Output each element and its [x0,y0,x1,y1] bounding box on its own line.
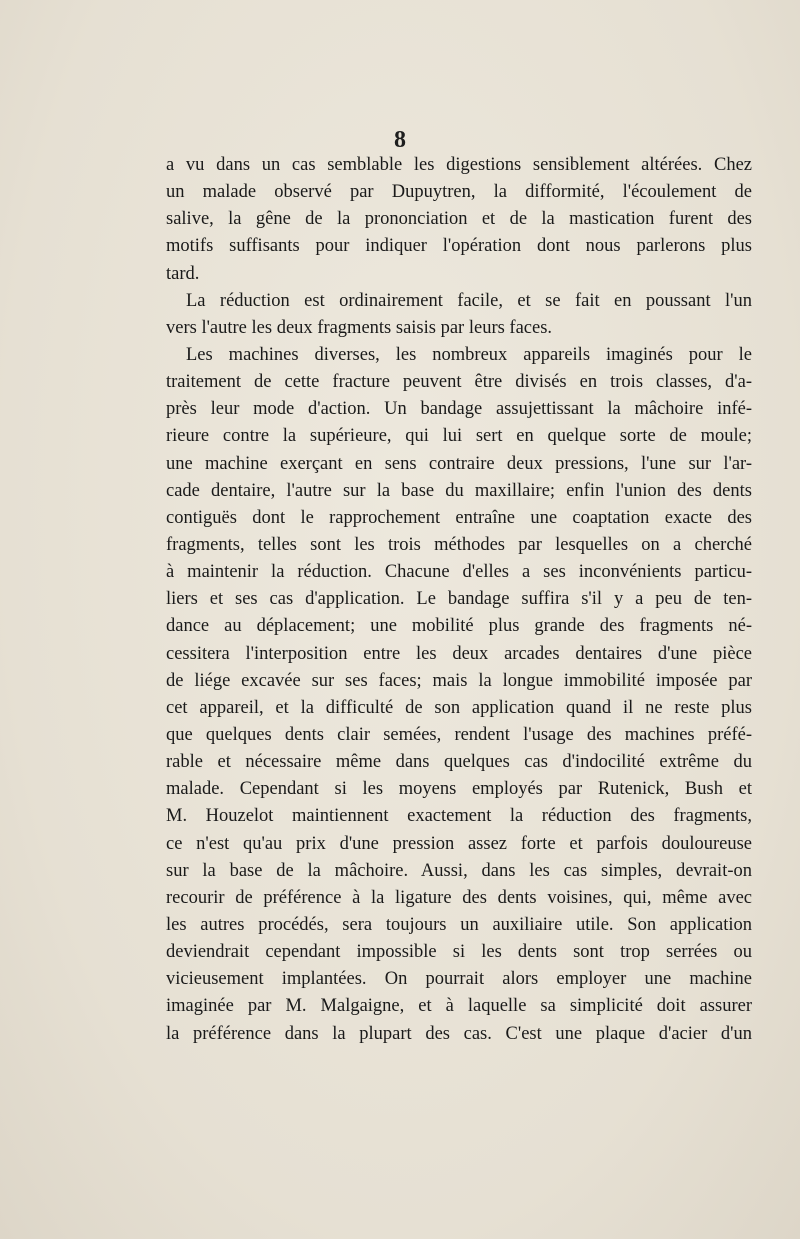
text-line: tard. [166,263,200,284]
text-line: liers et ses cas d'application. Le bandage suffira s'il y a peu de ten- [166,589,752,610]
text-line: fragments, telles sont les trois méthodes par lesquelles on a cherché [166,534,752,555]
text-line: a vu dans un cas semblable les digestions sensiblement altérées. Chez [166,155,752,175]
text-line: vers l'autre les deux fragments saisis par leurs faces. [166,317,553,338]
body-text [166,152,752,1048]
text-line: deviendrait cependant impossible si les dents sont trop serrées ou [166,942,752,963]
text-line: imaginée par M. Malgaigne, et à laquelle sa simplicité doit assurer [166,996,752,1017]
text-line: les autres procédés, sera toujours un auxiliaire utile. Son application [166,914,752,935]
text-line: dance au déplacement; une mobilité plus grande des fragments né- [166,616,752,637]
text-line: cessitera l'interposition entre les deux arcades dentaires d'une pièce [166,643,752,664]
text-line: cade dentaire, l'autre sur la base du maxillaire; enfin l'union des dents [166,480,752,501]
text-line: que quelques dents clair semées, rendent l'usage des machines préfé- [166,724,752,745]
text-line: une machine exerçant en sens contraire deux pressions, l'une sur l'ar- [166,453,752,474]
text-line: rieure contre la supérieure, qui lui sert en quelque sorte de moule; [166,426,752,447]
page-number: 8 [394,127,406,153]
text-line: traitement de cette fracture peuvent être divisés en trois classes, d'a- [166,372,752,393]
text-line: un malade observé par Dupuytren, la difformité, l'écoulement de [166,182,752,203]
text-line: vicieusement implantées. On pourrait alors employer une machine [166,969,752,990]
text-line: cet appareil, et la difficulté de son application quand il ne reste plus [166,697,752,718]
text-line: à maintenir la réduction. Chacune d'elles a ses inconvénients particu- [166,562,752,583]
text-line: de liége excavée sur ses faces; mais la longue immobilité imposée par [166,670,752,691]
text-line: la préférence dans la plupart des cas. C'est une plaque d'acier d'un [166,1023,752,1044]
text-line: salive, la gêne de la prononciation et de la mastication furent des [166,209,752,230]
text-line: ce n'est qu'au prix d'une pression assez forte et parfois douloureuse [166,833,752,854]
text-line: motifs suffisants pour indiquer l'opération dont nous parlerons plus [166,236,752,257]
text-line: près leur mode d'action. Un bandage assujettissant la mâchoire infé- [166,399,752,420]
text-line: malade. Cependant si les moyens employés par Rutenick, Bush et [166,779,752,800]
text-line: La réduction est ordinairement facile, et se fait en poussant l'un [186,290,752,311]
text-line: M. Houzelot maintiennent exactement la réduction des fragments, [166,806,752,827]
text-line: Les machines diverses, les nombreux appareils imaginés pour le [186,344,752,365]
text-line: recourir de préférence à la ligature des dents voisines, qui, même avec [166,887,752,908]
text-line: rable et nécessaire même dans quelques cas d'indocilité extrême du [166,752,752,773]
text-line: sur la base de la mâchoire. Aussi, dans les cas simples, devrait-on [166,860,752,881]
text-line: contiguës dont le rapprochement entraîne une coaptation exacte des [166,507,752,528]
